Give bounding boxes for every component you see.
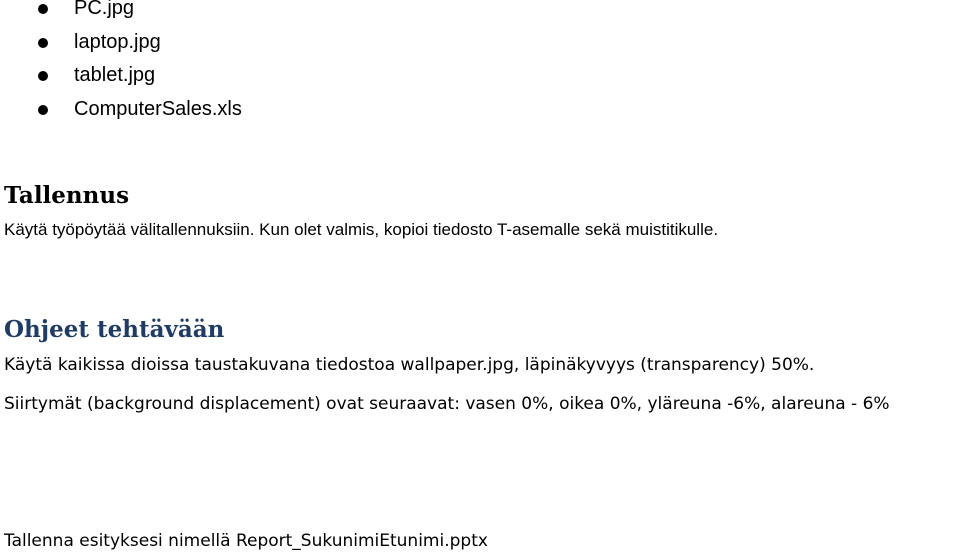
- bullet-icon: [38, 38, 48, 48]
- file-name: ComputerSales.xls: [74, 97, 242, 120]
- save-instructions: Käytä työpöytää välitallennuksiin. Kun olet valmis, kopioi tiedosto T-asemalle sekä muistitikulle.: [4, 220, 719, 239]
- file-name: PC.jpg: [74, 0, 135, 19]
- wallpaper-instruction: Käytä kaikissa dioissa taustakuvana tiedostoa wallpaper.jpg, läpinäkyvyys (transparency) 50%.: [4, 355, 815, 375]
- list-item: [0, 93, 242, 127]
- displacement-instruction: Siirtymät (background displacement) ovat seuraavat: vasen 0%, oikea 0%, yläreuna -6%, alareuna - 6%: [4, 394, 890, 414]
- file-bullet-list: [0, 0, 242, 126]
- save-heading: Tallennus: [4, 182, 130, 209]
- instructions-heading: Ohjeet tehtävään: [4, 316, 225, 343]
- bullet-icon: [38, 71, 48, 81]
- list-item: [0, 26, 242, 60]
- bullet-icon: [38, 4, 48, 14]
- save-filename-instruction: Tallenna esityksesi nimellä Report_SukunimiEtunimi.pptx: [4, 531, 488, 551]
- list-item: [0, 0, 242, 26]
- file-name: laptop.jpg: [74, 30, 161, 53]
- file-name: tablet.jpg: [74, 64, 156, 86]
- bullet-icon: [38, 105, 48, 115]
- list-item: [0, 59, 242, 93]
